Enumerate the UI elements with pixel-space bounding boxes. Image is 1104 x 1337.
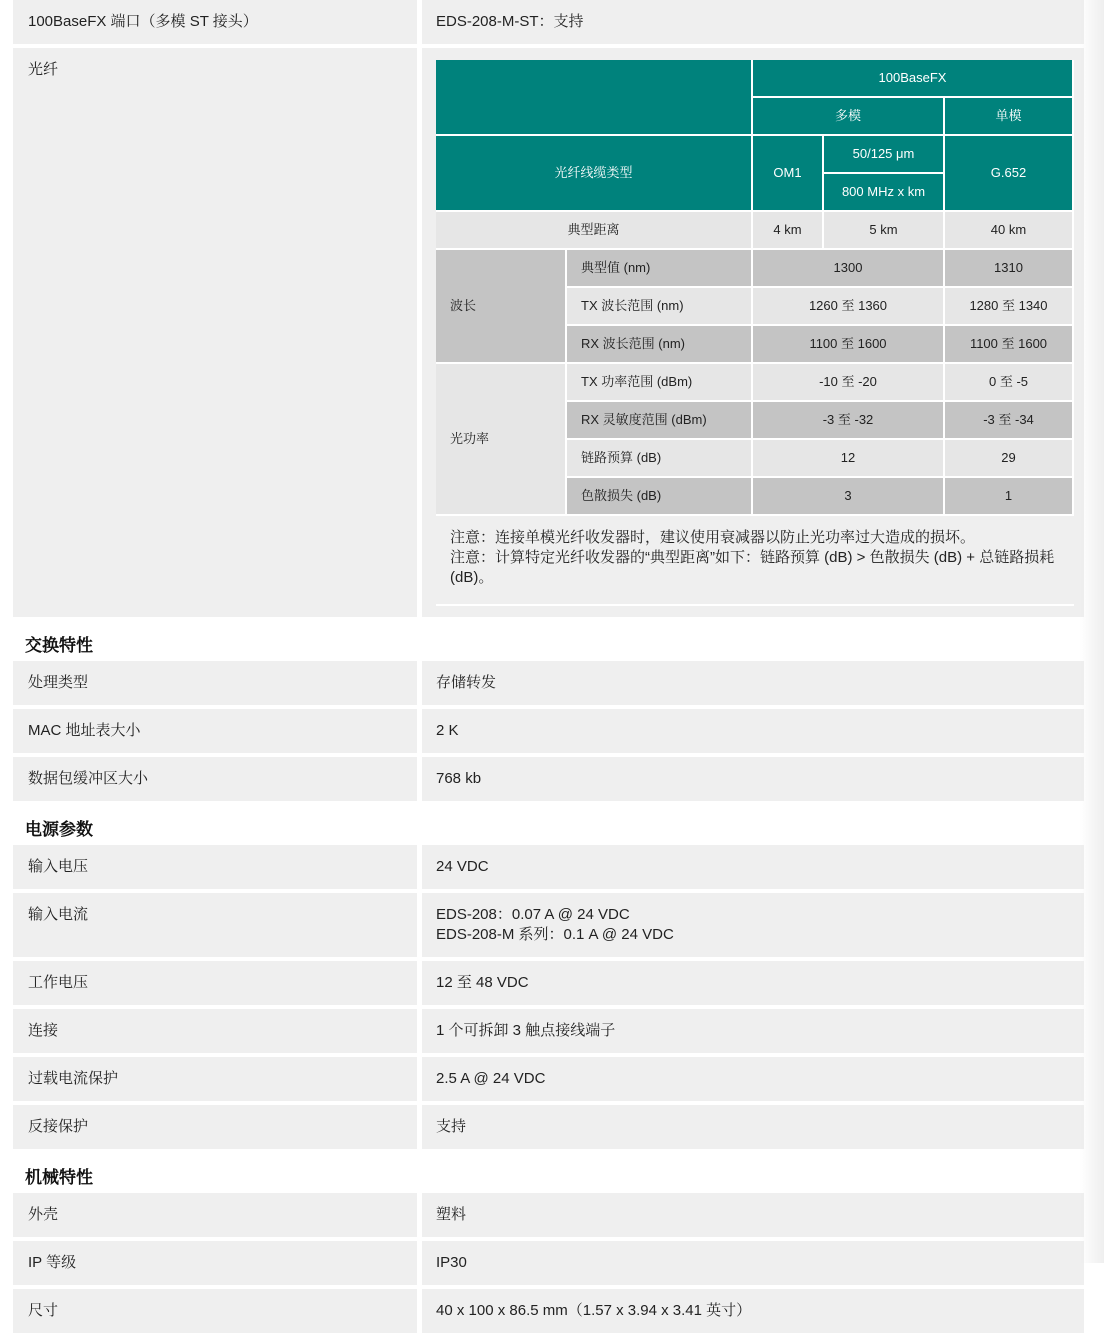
param-label: TX 功率范围 (dBm) xyxy=(567,364,753,402)
spec-row xyxy=(13,1105,1084,1149)
spec-row xyxy=(13,757,1084,801)
header-singlemode: 单模 xyxy=(945,98,1074,136)
param-label: RX 波长范围 (nm) xyxy=(567,326,753,364)
spec-label: 外壳 xyxy=(13,1193,417,1237)
page-edge-shadow xyxy=(1080,0,1104,1263)
spec-label: 处理类型 xyxy=(13,661,417,705)
spec-label: IP 等级 xyxy=(13,1241,417,1285)
header-multimode: 多模 xyxy=(753,98,945,136)
spec-label: 输入电压 xyxy=(13,845,417,889)
spec-row-fiber xyxy=(13,48,1084,617)
cable-spec-bottom: 800 MHz x km xyxy=(824,174,945,212)
param-value-singlemode: 0 至 -5 xyxy=(945,364,1074,402)
spec-row xyxy=(13,709,1084,753)
param-value-multimode: 12 xyxy=(753,440,945,478)
spec-value: IP30 xyxy=(422,1241,1084,1285)
spec-row xyxy=(13,661,1084,705)
param-value-multimode: -3 至 -32 xyxy=(753,402,945,440)
param-value-multimode: 1300 xyxy=(753,250,945,288)
spec-value: 768 kb xyxy=(422,757,1084,801)
spec-label: 反接保护 xyxy=(13,1105,417,1149)
distance-value: 4 km xyxy=(753,212,824,250)
fiber-spec-table xyxy=(436,60,1074,606)
spec-value xyxy=(422,893,1084,957)
section-title-switching: 交换特性 xyxy=(25,636,93,655)
section-title-mechanical: 机械特性 xyxy=(25,1168,93,1187)
fiber-note: 注意：连接单模光纤收发器时，建议使用衰减器以防止光功率过大造成的损坏。 xyxy=(450,529,976,546)
spec-value: 12 至 48 VDC xyxy=(422,961,1084,1005)
spec-row xyxy=(13,1193,1084,1237)
param-value-singlemode: 1280 至 1340 xyxy=(945,288,1074,326)
spec-row xyxy=(13,1009,1084,1053)
param-label: RX 灵敏度范围 (dBm) xyxy=(567,402,753,440)
param-value-singlemode: 1100 至 1600 xyxy=(945,326,1074,364)
fiber-notes xyxy=(436,516,1074,606)
spec-value-line: EDS-208：0.07 A @ 24 VDC xyxy=(436,906,630,923)
spec-label: MAC 地址表大小 xyxy=(13,709,417,753)
spec-label: 尺寸 xyxy=(13,1289,417,1333)
spec-value: EDS-208-M-ST：支持 xyxy=(422,0,1084,44)
param-value-singlemode: 1 xyxy=(945,478,1074,516)
section-title-power: 电源参数 xyxy=(25,820,93,839)
spec-row xyxy=(13,961,1084,1005)
spec-value-line: EDS-208-M 系列：0.1 A @ 24 VDC xyxy=(436,926,674,943)
header-blank-cell xyxy=(436,60,753,136)
param-label: 典型值 (nm) xyxy=(567,250,753,288)
spec-value: 存储转发 xyxy=(422,661,1084,705)
param-value-multimode: -10 至 -20 xyxy=(753,364,945,402)
spec-value: 2 K xyxy=(422,709,1084,753)
spec-label: 工作电压 xyxy=(13,961,417,1005)
spec-row xyxy=(13,845,1084,889)
optical-power-group-label: 光功率 xyxy=(436,364,567,516)
cable-spec-top: 50/125 μm xyxy=(824,136,945,174)
distance-value: 5 km xyxy=(824,212,945,250)
spec-row xyxy=(13,1057,1084,1101)
param-label: 色散损失 (dB) xyxy=(567,478,753,516)
spec-value: 2.5 A @ 24 VDC xyxy=(422,1057,1084,1101)
spec-row xyxy=(13,893,1084,957)
cable-g652: G.652 xyxy=(945,136,1074,212)
cable-om1: OM1 xyxy=(753,136,824,212)
fiber-note: 注意：计算特定光纤收发器的“典型距离”如下：链路预算 (dB) > 色散损失 (dB) + 总链路损耗 (dB)。 xyxy=(450,549,1055,586)
spec-value: 支持 xyxy=(422,1105,1084,1149)
spec-label: 光纤 xyxy=(13,48,417,617)
distance-value: 40 km xyxy=(945,212,1074,250)
spec-label: 连接 xyxy=(13,1009,417,1053)
fiber-table-container xyxy=(422,48,1084,617)
spec-row-100basefx-port xyxy=(13,0,1084,44)
param-value-singlemode: -3 至 -34 xyxy=(945,402,1074,440)
spec-value: 塑料 xyxy=(422,1193,1084,1237)
spec-label: 过载电流保护 xyxy=(13,1057,417,1101)
param-value-multimode: 1260 至 1360 xyxy=(753,288,945,326)
param-label: 链路预算 (dB) xyxy=(567,440,753,478)
param-value-singlemode: 1310 xyxy=(945,250,1074,288)
spec-value: 24 VDC xyxy=(422,845,1084,889)
header-100basefx: 100BaseFX xyxy=(753,60,1074,98)
spec-value: 1 个可拆卸 3 触点接线端子 xyxy=(422,1009,1084,1053)
spec-row xyxy=(13,1289,1084,1333)
param-value-singlemode: 29 xyxy=(945,440,1074,478)
spec-label: 100BaseFX 端口（多模 ST 接头） xyxy=(13,0,417,44)
param-label: TX 波长范围 (nm) xyxy=(567,288,753,326)
spec-row xyxy=(13,1241,1084,1285)
spec-label: 输入电流 xyxy=(13,893,417,957)
spec-value: 40 x 100 x 86.5 mm（1.57 x 3.94 x 3.41 英寸） xyxy=(422,1289,1084,1333)
param-value-multimode: 1100 至 1600 xyxy=(753,326,945,364)
spec-label: 数据包缓冲区大小 xyxy=(13,757,417,801)
wavelength-group-label: 波长 xyxy=(436,250,567,364)
cable-type-label: 光纤线缆类型 xyxy=(436,136,753,212)
distance-label: 典型距离 xyxy=(436,212,753,250)
spec-sheet xyxy=(13,0,1084,1337)
param-value-multimode: 3 xyxy=(753,478,945,516)
